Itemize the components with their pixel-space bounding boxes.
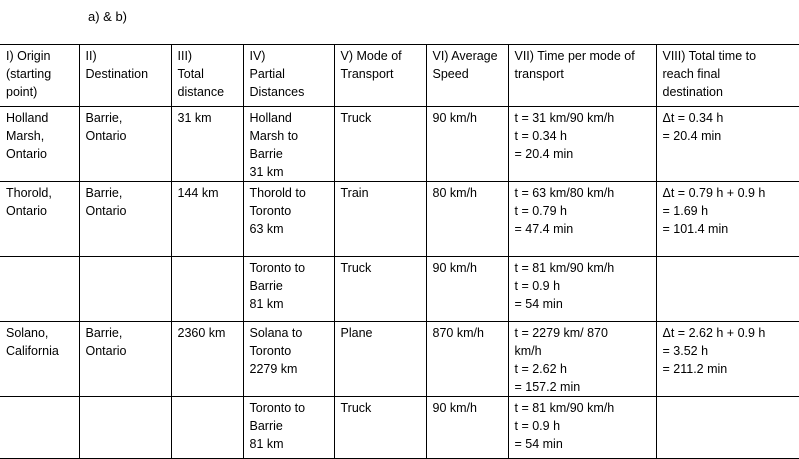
cell-text-line: Barrie, [85, 111, 123, 125]
cell-speed [426, 107, 508, 182]
cell-text-line: Truck [340, 261, 372, 275]
table-row [0, 322, 799, 397]
cell-text-line: Barrie, [85, 326, 123, 340]
section-heading: a) & b) [88, 9, 128, 24]
cell-mode [334, 182, 426, 257]
cell-text-line: = 3.52 h [662, 344, 709, 358]
cell-text-line: 90 km/h [432, 261, 477, 275]
cell-text-line: 90 km/h [432, 111, 477, 125]
cell-text-line: 2279 km [249, 362, 298, 376]
cell-text-line: = 20.4 min [514, 147, 574, 161]
cell-speed [426, 257, 508, 322]
cell-text-line: 90 km/h [432, 401, 477, 415]
header-mode-of-transport [334, 45, 426, 107]
cell-text-line: t = 0.34 h [514, 129, 567, 143]
cell-text-line: Solano, [6, 326, 49, 340]
cell-text-line: IV) [249, 49, 266, 63]
cell-partial-distance [243, 107, 334, 182]
cell-text-line: Marsh, [6, 129, 45, 143]
cell-text-line: Ontario [6, 204, 47, 218]
cell-text-line: Ontario [85, 129, 127, 143]
cell-text-line: 81 km [249, 297, 284, 311]
header-destination [79, 45, 171, 107]
cell-total-distance [171, 182, 243, 257]
cell-mode [334, 397, 426, 459]
cell-origin [0, 322, 79, 397]
cell-text-line: Transport [340, 67, 394, 81]
cell-text-line: Barrie [249, 419, 283, 433]
cell-text-line: Holland [6, 111, 49, 125]
cell-time [508, 182, 656, 257]
table-row [0, 257, 799, 322]
cell-text-line: 31 km [249, 165, 284, 179]
cell-text-line: = 101.4 min [662, 222, 729, 236]
cell-time [508, 107, 656, 182]
table-row [0, 107, 799, 182]
cell-text-line: destination [662, 85, 723, 99]
cell-text-line: Partial [249, 67, 285, 81]
cell-text-line: VI) Average [432, 49, 498, 63]
cell-text-line: t = 2.62 h [514, 362, 567, 376]
cell-text-line: 144 km [177, 186, 219, 200]
cell-text-line: Truck [340, 401, 372, 415]
cell-text-line: I) Origin [6, 49, 51, 63]
cell-text-line: = 157.2 min [514, 380, 581, 394]
cell-text-line: Toronto to [249, 261, 306, 275]
cell-text-line: = 20.4 min [662, 129, 722, 143]
cell-text-line: V) Mode of [340, 49, 402, 63]
cell-text-line: VII) Time per mode of [514, 49, 635, 63]
transport-time-table [0, 44, 799, 459]
cell-text-line: 870 km/h [432, 326, 484, 340]
cell-text-line: Barrie [249, 147, 283, 161]
cell-text-line: Δt = 0.79 h + 0.9 h [662, 186, 766, 200]
cell-text-line: Δt = 0.34 h [662, 111, 724, 125]
header-row [0, 45, 799, 107]
cell-partial-distance [243, 397, 334, 459]
cell-total-time [656, 397, 799, 459]
cell-text-line: t = 31 km/90 km/h [514, 111, 615, 125]
cell-time [508, 322, 656, 397]
cell-text-line: California [6, 344, 59, 358]
cell-text-line: t = 0.9 h [514, 279, 561, 293]
cell-text-line: Solana to [249, 326, 303, 340]
cell-text-line: Holland [249, 111, 292, 125]
cell-text-line: 2360 km [177, 326, 226, 340]
cell-text-line: Ontario [85, 204, 127, 218]
cell-time [508, 397, 656, 459]
cell-text-line: Speed [432, 67, 469, 81]
cell-text-line: Train [340, 186, 369, 200]
cell-text-line: Truck [340, 111, 372, 125]
cell-partial-distance [243, 322, 334, 397]
header-time-per-mode [508, 45, 656, 107]
header-total-distance [171, 45, 243, 107]
cell-destination [79, 397, 171, 459]
cell-text-line: distance [177, 85, 225, 99]
cell-text-line: Distances [249, 85, 305, 99]
cell-mode [334, 322, 426, 397]
cell-text-line: III) [177, 49, 193, 63]
cell-text-line: = 1.69 h [662, 204, 709, 218]
header-total-time [656, 45, 799, 107]
cell-text-line: VIII) Total time to [662, 49, 757, 63]
cell-total-distance [171, 397, 243, 459]
cell-text-line: 63 km [249, 222, 284, 236]
cell-total-time [656, 322, 799, 397]
cell-text-line: t = 81 km/90 km/h [514, 401, 615, 415]
cell-text-line: reach final [662, 67, 721, 81]
cell-destination [79, 182, 171, 257]
cell-text-line: II) [85, 49, 97, 63]
cell-speed [426, 322, 508, 397]
cell-destination [79, 107, 171, 182]
cell-text-line: Destination [85, 67, 149, 81]
cell-text-line: point) [6, 85, 38, 99]
cell-origin [0, 182, 79, 257]
cell-text-line: = 211.2 min [662, 362, 728, 376]
cell-total-distance [171, 257, 243, 322]
cell-text-line: 81 km [249, 437, 284, 451]
cell-text-line: = 54 min [514, 297, 563, 311]
header-partial-distances [243, 45, 334, 107]
cell-partial-distance [243, 182, 334, 257]
cell-text-line: t = 63 km/80 km/h [514, 186, 615, 200]
cell-mode [334, 107, 426, 182]
table-row [0, 182, 799, 257]
cell-speed [426, 397, 508, 459]
cell-text-line: 31 km [177, 111, 212, 125]
cell-text-line: 80 km/h [432, 186, 477, 200]
cell-total-time [656, 107, 799, 182]
cell-text-line: Thorold, [6, 186, 52, 200]
cell-text-line: Marsh to [249, 129, 299, 143]
cell-text-line: Total [177, 67, 204, 81]
cell-text-line: t = 2279 km/ 870 [514, 326, 608, 340]
cell-text-line: Barrie, [85, 186, 123, 200]
cell-text-line: Plane [340, 326, 373, 340]
cell-total-distance [171, 322, 243, 397]
cell-text-line: (starting [6, 67, 52, 81]
cell-text-line: Ontario [85, 344, 127, 358]
header-average-speed [426, 45, 508, 107]
cell-text-line: Ontario [6, 147, 47, 161]
cell-text-line: Barrie [249, 279, 283, 293]
cell-origin [0, 397, 79, 459]
cell-destination [79, 257, 171, 322]
cell-destination [79, 322, 171, 397]
cell-total-distance [171, 107, 243, 182]
cell-origin [0, 107, 79, 182]
cell-text-line: Thorold to [249, 186, 306, 200]
cell-text-line: Toronto [249, 204, 292, 218]
cell-mode [334, 257, 426, 322]
cell-text-line: = 47.4 min [514, 222, 574, 236]
cell-text-line: Δt = 2.62 h + 0.9 h [662, 326, 766, 340]
cell-text-line: = 54 min [514, 437, 563, 451]
header-origin [0, 45, 79, 107]
cell-origin [0, 257, 79, 322]
cell-text-line: t = 0.9 h [514, 419, 561, 433]
cell-total-time [656, 182, 799, 257]
cell-text-line: t = 81 km/90 km/h [514, 261, 615, 275]
cell-total-time [656, 257, 799, 322]
table-row [0, 397, 799, 459]
cell-text-line: Toronto to [249, 401, 306, 415]
cell-text-line: km/h [514, 344, 542, 358]
cell-partial-distance [243, 257, 334, 322]
cell-speed [426, 182, 508, 257]
cell-text-line: t = 0.79 h [514, 204, 567, 218]
cell-text-line: Toronto [249, 344, 292, 358]
cell-time [508, 257, 656, 322]
cell-text-line: transport [514, 67, 564, 81]
